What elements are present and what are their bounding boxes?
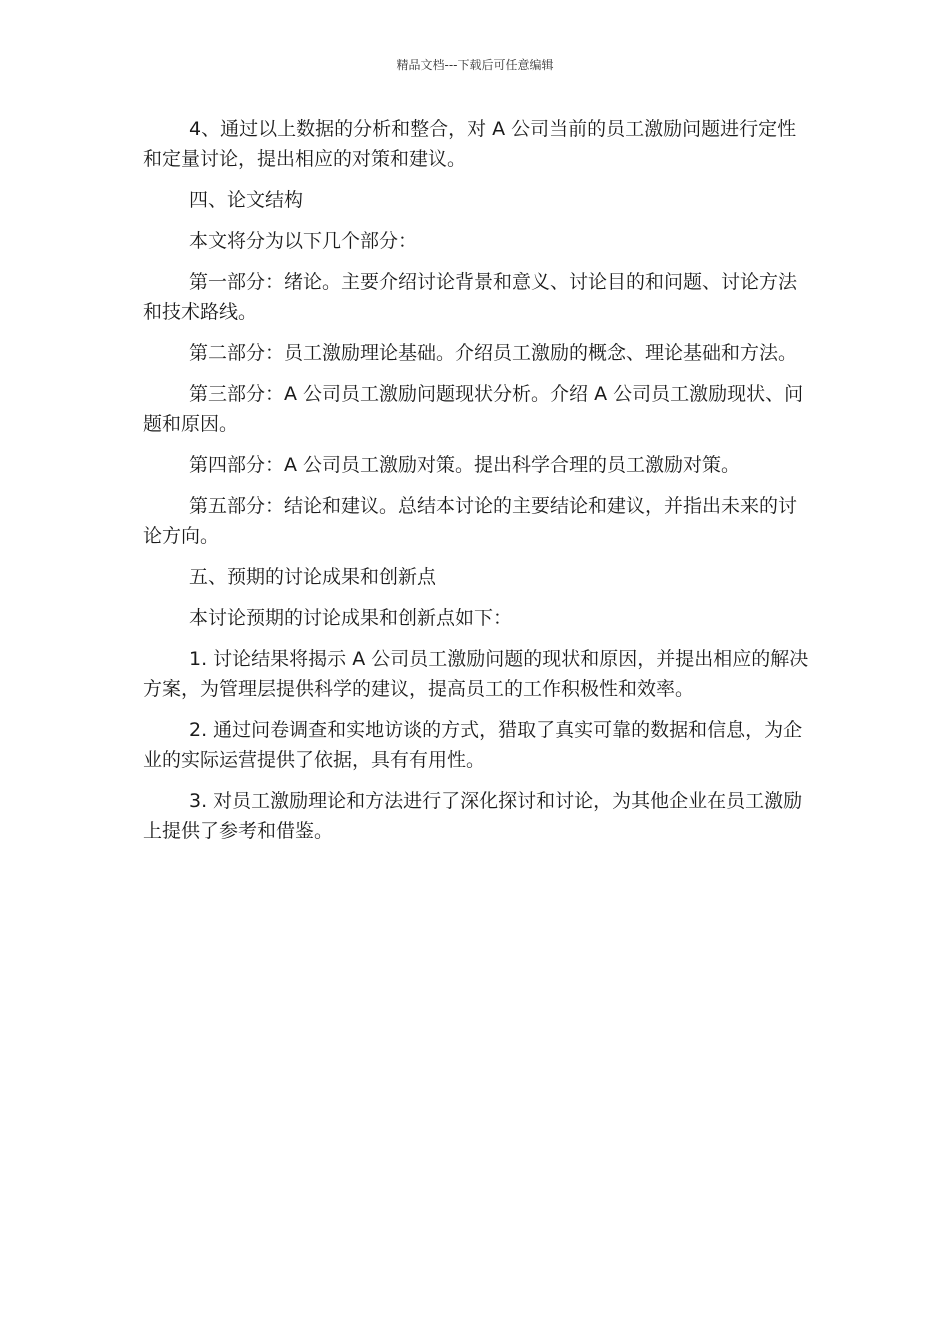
list-item-result-1: 1. 讨论结果将揭示 A 公司员工激励问题的现状和原因，并提出相应的解决方案，为管理层提供科学的建议，提高员工的工作积极性和效率。 [143,648,809,700]
document-body [143,114,809,857]
paragraph-part-one: 第一部分：绪论。主要介绍讨论背景和意义、讨论目的和问题、讨论方法和技术路线。 [143,271,798,323]
page-header: 精品文档---下载后可任意编辑 [396,58,554,72]
heading-thesis-structure: 四、论文结构 [189,189,304,211]
paragraph-part-three: 第三部分：A 公司员工激励问题现状分析。介绍 A 公司员工激励现状、问题和原因。 [143,383,804,435]
paragraph-part-five: 第五部分：结论和建议。总结本讨论的主要结论和建议，并指出未来的讨论方向。 [143,495,798,547]
paragraph-results-intro: 本讨论预期的讨论成果和创新点如下： [189,607,513,629]
paragraph-data-analysis: 4、通过以上数据的分析和整合，对 A 公司当前的员工激励问题进行定性和定量讨论，提出相应的对策和建议。 [143,118,797,170]
list-item-result-3: 3. 对员工激励理论和方法进行了深化探讨和讨论，为其他企业在员工激励上提供了参考和借鉴。 [143,790,803,842]
heading-expected-results: 五、预期的讨论成果和创新点 [189,566,437,588]
paragraph-structure-intro: 本文将分为以下几个部分： [189,230,418,252]
list-item-result-2: 2. 通过问卷调查和实地访谈的方式，猎取了真实可靠的数据和信息，为企业的实际运营提供了依据，具有有用性。 [143,719,803,771]
paragraph-part-four: 第四部分：A 公司员工激励对策。提出科学合理的员工激励对策。 [189,454,741,476]
paragraph-part-two: 第二部分：员工激励理论基础。介绍员工激励的概念、理论基础和方法。 [189,342,798,364]
